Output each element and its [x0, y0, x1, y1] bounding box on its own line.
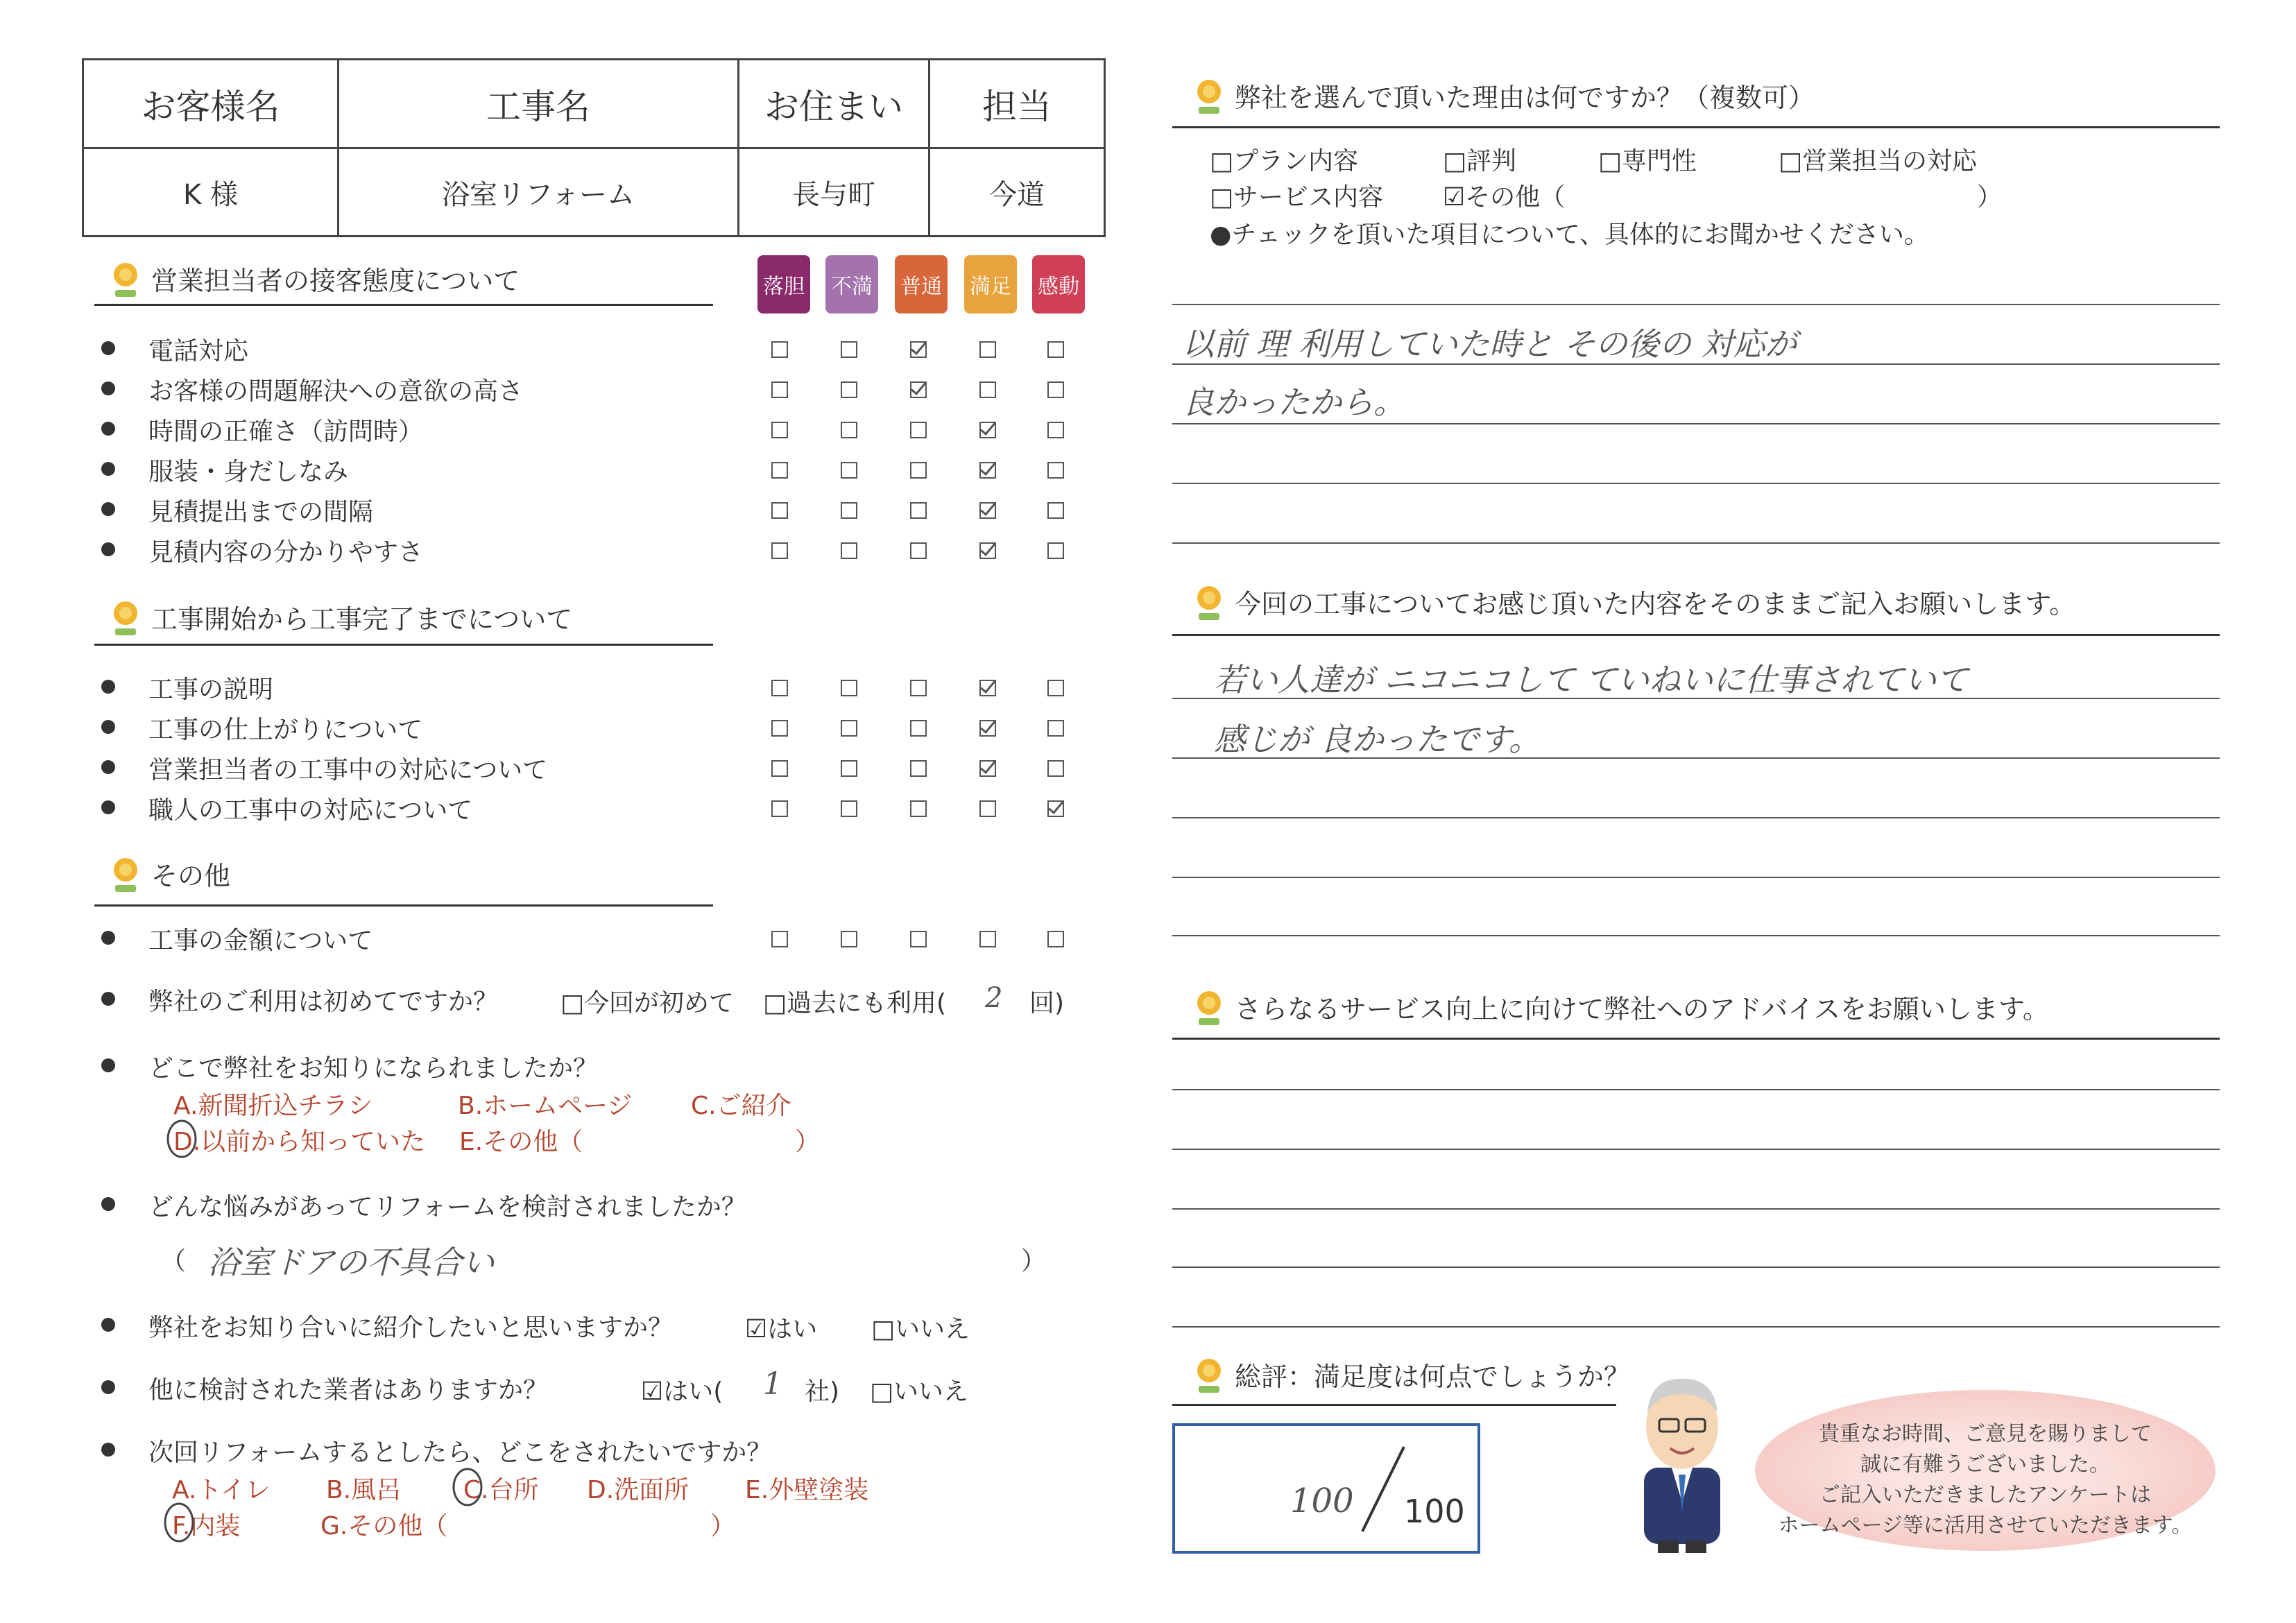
bullet [101, 381, 115, 395]
work-name: 浴室リフォーム [442, 178, 635, 211]
rating-checkbox[interactable] [841, 381, 857, 398]
usage-count: 2 [985, 982, 1003, 1014]
rating-checkbox[interactable] [979, 381, 996, 398]
know-option-a[interactable]: A.新聞折込チラシ [173, 1092, 373, 1120]
rating-checkbox[interactable] [771, 542, 788, 559]
section-title: 工事開始から工事完了までについて [151, 603, 573, 635]
question-label: 見積提出までの間隔 [148, 498, 374, 526]
reason-answer-line2: 良かったから。 [1182, 384, 1405, 421]
rating-checkbox[interactable] [771, 720, 788, 737]
reason-service-option[interactable]: □サービス内容 [1210, 183, 1384, 212]
next-option-c[interactable]: C.台所 [463, 1476, 539, 1504]
question-worry: どんな悩みがあってリフォームを検討されましたか？ [148, 1193, 746, 1221]
reason-prompt: ●チェックを頂いた項目について、具体的にお聞かせください。 [1210, 221, 1929, 249]
next-option-g-close: ） [710, 1512, 736, 1540]
reason-other-close: ） [1977, 183, 2003, 212]
bullet [101, 931, 115, 945]
score-max: 100 [1404, 1493, 1465, 1530]
rating-checkbox[interactable] [841, 680, 857, 696]
rating-label-moved: 感動 [1032, 255, 1085, 314]
score-heading [1193, 1354, 1630, 1394]
other-no-option[interactable]: □いいえ [870, 1377, 969, 1406]
residence: 長与町 [792, 178, 875, 211]
flower-icon [1193, 1354, 1225, 1394]
worry-close-paren: ） [1021, 1247, 1047, 1276]
question-next-reform: 次回リフォームするとしたら、どこをされたいですか？ [148, 1439, 772, 1467]
answer-line [1172, 1149, 2220, 1150]
question-other-companies: 他に検討された業者はありますか？ [148, 1376, 549, 1405]
section-underline [1172, 634, 2220, 636]
staff-name: 今道 [989, 178, 1045, 211]
refer-yes-option[interactable]: ☑はい [745, 1315, 818, 1343]
bullet [101, 1443, 115, 1457]
rating-checkbox[interactable] [771, 381, 788, 398]
flower-icon [1193, 75, 1225, 115]
header-residence-label: お住まい [764, 86, 903, 127]
next-option-a[interactable]: A.トイレ [172, 1476, 271, 1504]
bullet [101, 1380, 115, 1394]
rating-checkbox[interactable] [1047, 462, 1064, 479]
rating-checkbox[interactable] [910, 800, 927, 817]
refer-no-option[interactable]: □いいえ [871, 1315, 970, 1343]
bullet [101, 1318, 115, 1332]
reason-answer-line1: 以前 理 利用していた時と その後の 対応が [1182, 325, 1797, 363]
reason-heading [1193, 75, 1815, 115]
rating-checkbox[interactable] [1047, 720, 1064, 737]
thanks-bubble [1755, 1390, 2216, 1551]
question-label: 見積内容の分かりやすさ [148, 538, 424, 567]
thanks-line: ご記入いただきましたアンケートは [1819, 1483, 2152, 1507]
rating-checkbox[interactable] [771, 422, 788, 438]
rating-label-dissatisfied: 不満 [825, 255, 878, 314]
thanks-line: 貴重なお時間、ご意見を賜りまして [1819, 1422, 2152, 1446]
rating-checkbox[interactable] [979, 422, 996, 438]
rating-checkbox[interactable] [771, 800, 788, 817]
answer-line [1172, 1208, 2220, 1210]
rating-checkbox[interactable] [841, 341, 857, 358]
rating-label-satisfied: 満足 [964, 255, 1017, 314]
section-underline [1172, 1038, 2220, 1040]
section-title: 今回の工事についてお感じ頂いた内容をそのままご記入お願いします。 [1235, 588, 2076, 619]
thanks-text [1755, 1419, 2216, 1541]
rating-checkbox[interactable] [771, 341, 788, 358]
flower-icon [1193, 986, 1225, 1027]
flower-icon [110, 258, 142, 298]
answer-line [1172, 1326, 2220, 1328]
flower-icon [110, 853, 142, 893]
bullet [101, 542, 115, 556]
rating-checkbox[interactable] [910, 760, 927, 777]
next-option-b[interactable]: B.風呂 [326, 1476, 402, 1504]
rating-checkbox[interactable] [910, 720, 927, 737]
rating-checkbox[interactable] [979, 931, 996, 947]
answer-line [1172, 877, 2220, 878]
rating-checkbox[interactable] [979, 800, 996, 817]
next-option-g[interactable]: G.その他（ [320, 1512, 448, 1540]
customer-name: K 様 [183, 178, 238, 211]
score-box[interactable] [1172, 1423, 1480, 1554]
other-count-suffix: 社) [805, 1377, 840, 1406]
question-label: お客様の問題解決への意欲の高さ [148, 377, 524, 406]
rating-checkbox[interactable] [1047, 760, 1064, 777]
question-label: 電話対応 [148, 337, 249, 366]
section-title: さらなるサービス向上に向けて弊社へのアドバイスをお願いします。 [1235, 993, 2049, 1024]
rating-checkbox[interactable] [1047, 502, 1064, 519]
bullet [101, 1197, 115, 1211]
know-option-b[interactable]: B.ホームページ [458, 1092, 633, 1120]
rating-checkbox[interactable] [1047, 381, 1064, 398]
header-work-label: 工事名 [486, 86, 590, 127]
question-label: 時間の正確さ（訪問時） [148, 418, 424, 446]
answer-line [1172, 1089, 2220, 1090]
next-option-e[interactable]: E.外壁塗装 [745, 1476, 869, 1504]
impression-answer-line1: 若い人達が ニコニコして ていねいに仕事されていて [1214, 661, 1969, 698]
bullet [101, 720, 115, 734]
rating-checkbox[interactable] [841, 931, 857, 947]
next-option-d[interactable]: D.洗面所 [587, 1476, 689, 1504]
rating-checkbox[interactable] [1047, 542, 1064, 559]
rating-checkbox[interactable] [1047, 931, 1064, 947]
rating-checkbox[interactable] [979, 720, 996, 737]
section-underline [94, 904, 713, 907]
customer-info-table [82, 58, 1106, 237]
flower-icon [1193, 581, 1225, 621]
impression-heading [1193, 581, 2075, 621]
rating-checkbox[interactable] [771, 931, 788, 947]
score-slash [1355, 1444, 1411, 1534]
flower-icon [110, 596, 142, 637]
section-title: 営業担当者の接客態度について [151, 265, 520, 296]
rating-checkbox[interactable] [841, 422, 857, 438]
usage-count-suffix: 回) [1029, 989, 1065, 1017]
bullet [101, 800, 115, 814]
question-label: 服装・身だしなみ [148, 458, 349, 486]
bullet [101, 760, 115, 774]
bullet [101, 422, 115, 436]
rating-checkbox[interactable] [979, 680, 996, 696]
rating-checkbox[interactable] [771, 680, 788, 696]
rating-checkbox[interactable] [910, 931, 927, 947]
section-underline [1172, 1404, 1616, 1406]
question-cost: 工事の金額について [148, 927, 373, 955]
rating-checkbox[interactable] [841, 542, 857, 559]
selection-circle-mark [165, 1118, 203, 1160]
staff-mascot-illustration [1616, 1364, 1748, 1556]
advice-heading [1193, 986, 2049, 1027]
question-refer: 弊社をお知り合いに紹介したいと思いますか？ [148, 1314, 674, 1342]
score-value: 100 [1290, 1482, 1354, 1520]
next-option-f[interactable]: F.内装 [172, 1512, 241, 1540]
bullet [101, 992, 115, 1006]
rating-checkbox[interactable] [841, 800, 857, 817]
rating-label-average: 普通 [895, 255, 948, 314]
section-title: 弊社を選んで頂いた理由は何ですか？（複数可） [1235, 82, 1815, 113]
rating-checkbox[interactable] [979, 760, 996, 777]
bullet [101, 1058, 115, 1072]
thanks-line: ホームページ等に活用させていただきます。 [1778, 1513, 2193, 1538]
rating-checkbox[interactable] [910, 462, 927, 479]
know-option-c[interactable]: C.ご紹介 [691, 1092, 791, 1120]
answer-line [1172, 542, 2220, 544]
answer-line [1172, 304, 2220, 305]
section-underline [94, 644, 713, 646]
rating-checkbox[interactable] [1047, 680, 1064, 696]
rating-checkbox[interactable] [841, 720, 857, 737]
worry-open-paren: （ [161, 1247, 187, 1276]
answer-line [1172, 1266, 2220, 1268]
rating-checkbox[interactable] [841, 502, 857, 519]
section-title: 総評：満足度は何点でしょうか？ [1235, 1361, 1631, 1392]
other-yes-option[interactable]: ☑はい( [641, 1377, 723, 1406]
rating-checkbox[interactable] [979, 542, 996, 559]
thanks-line: 誠に有難うございました。 [1860, 1452, 2110, 1477]
other-count: 1 [763, 1366, 782, 1402]
bullet [101, 502, 115, 516]
question-label: 工事の説明 [148, 676, 274, 704]
rating-checkbox[interactable] [910, 341, 927, 358]
header-customer-label: お客様名 [141, 86, 280, 127]
rating-checkbox[interactable] [979, 462, 996, 479]
reason-sales-option[interactable]: □営業担当の対応 [1779, 147, 1978, 175]
rating-checkbox[interactable] [910, 502, 927, 519]
know-option-d[interactable]: D.以前から知っていた [173, 1128, 426, 1156]
bullet [101, 462, 115, 476]
section-underline [1172, 126, 2220, 128]
rating-checkbox[interactable] [771, 760, 788, 777]
bullet [101, 341, 115, 355]
rating-label-disappointed: 落胆 [757, 255, 810, 314]
reason-plan-option[interactable]: □プラン内容 [1210, 147, 1359, 175]
section-other-heading [110, 853, 230, 893]
rating-checkbox[interactable] [771, 462, 788, 479]
reason-other-option[interactable]: ☑その他（ [1443, 183, 1566, 212]
rating-checkbox[interactable] [1047, 800, 1064, 817]
answer-line [1172, 935, 2220, 936]
question-label: 営業担当者の工事中の対応について [148, 756, 548, 784]
option-first-time[interactable]: □今回が初めて [560, 989, 735, 1017]
know-option-e[interactable]: E.その他（ [459, 1128, 583, 1156]
question-label: 職人の工事中の対応について [148, 796, 473, 825]
option-used-before[interactable]: □過去にも利用( [763, 989, 947, 1017]
selection-circle-mark [451, 1466, 488, 1508]
rating-checkbox[interactable] [841, 462, 857, 479]
section-underline [94, 304, 713, 306]
rating-checkbox[interactable] [910, 680, 927, 696]
rating-checkbox[interactable] [979, 502, 996, 519]
rating-checkbox[interactable] [910, 422, 927, 438]
section-sales-attitude-heading [110, 258, 520, 298]
worry-answer: 浴室ドアの不具合い [208, 1244, 495, 1281]
impression-answer-line2: 感じが 良かったです。 [1214, 721, 1541, 758]
rating-checkbox[interactable] [910, 542, 927, 559]
know-option-e-close: ） [795, 1128, 821, 1156]
answer-line [1172, 817, 2220, 818]
rating-checkbox[interactable] [979, 341, 996, 358]
question-how-know: どこで弊社をお知りになられましたか？ [148, 1054, 599, 1083]
answer-line [1172, 483, 2220, 484]
question-label: 工事の仕上がりについて [148, 716, 423, 744]
question-first-time: 弊社のご利用は初めてですか？ [148, 988, 499, 1016]
reason-expertise-option[interactable]: □専門性 [1598, 147, 1697, 175]
rating-checkbox[interactable] [1047, 341, 1064, 358]
rating-checkbox[interactable] [841, 760, 857, 777]
rating-checkbox[interactable] [1047, 422, 1064, 438]
rating-checkbox[interactable] [771, 502, 788, 519]
section-title: その他 [151, 860, 231, 891]
rating-checkbox[interactable] [910, 381, 927, 398]
answer-line [1172, 423, 2220, 424]
reason-reputation-option[interactable]: □評判 [1443, 147, 1517, 175]
header-staff-label: 担当 [982, 86, 1052, 127]
bullet [101, 680, 115, 694]
section-construction-heading [110, 596, 572, 637]
selection-circle-mark [162, 1501, 200, 1544]
